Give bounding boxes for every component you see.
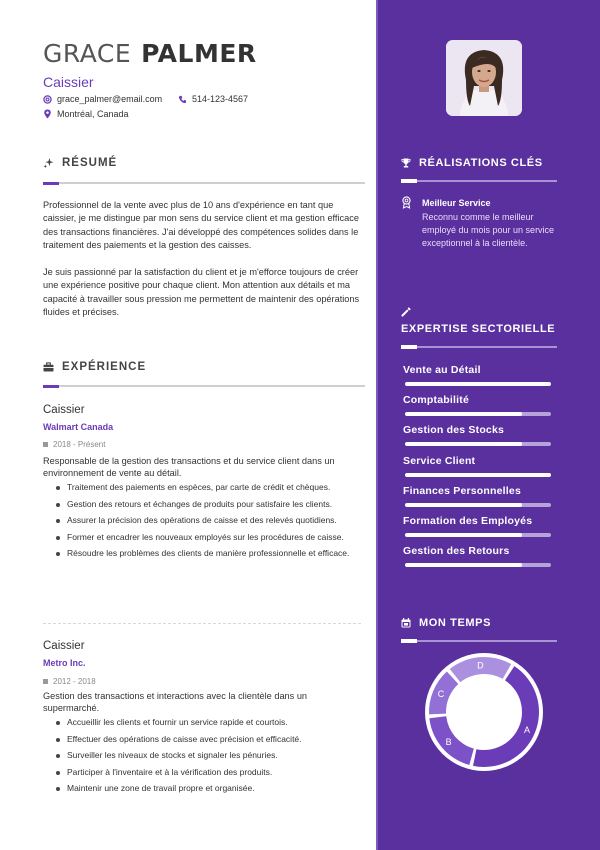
skill-bar-fill — [405, 412, 522, 416]
resume-paragraph-1: Professionnel de la vente avec plus de 10 ans d'expérience en tant que caissier, je me distingue par mon sens du service client et ma gestion efficace des transactions financières. J'ai développé des compétences solides dans le traitement des paiements et la gestion des caisses. — [43, 200, 359, 251]
list-item: Traitement des paiements en espèces, par carte de crédit et chèques. — [55, 482, 367, 493]
list-item: Résoudre les problèmes des clients de manière professionnelle et efficace. — [55, 548, 367, 559]
trophy-icon — [401, 158, 411, 168]
list-item: Maintenir une zone de travail propre et organisée. — [55, 783, 367, 794]
skill-bar-fill — [405, 563, 522, 567]
list-item: Former et encadrer les nouveaux employés sur les procédures de caisse. — [55, 532, 367, 543]
donut-label-a: A — [523, 724, 530, 735]
skill-bar-fill — [405, 533, 522, 537]
skill-name: Service Client — [403, 455, 476, 467]
job-2-dates — [43, 677, 96, 686]
last-name: PALMER — [141, 39, 257, 68]
skills-divider — [401, 346, 557, 348]
calendar-icon — [401, 618, 411, 628]
skill-bar-fill — [405, 382, 551, 386]
skill-bar — [405, 442, 551, 446]
skill-bar — [405, 503, 551, 507]
experience-divider — [43, 385, 365, 387]
job-1-title: Caissier — [43, 404, 85, 416]
skill-bar — [405, 533, 551, 537]
job-1-description: Responsable de la gestion des transactions et du service client dans un environnement de vente au détail. — [43, 456, 335, 478]
skill-name: Vente au Détail — [403, 364, 481, 376]
sidebar-edge — [376, 0, 378, 850]
resume-heading — [43, 157, 117, 169]
resume-title: RÉSUMÉ — [62, 157, 118, 169]
achievements-divider — [401, 180, 557, 182]
skill-name: Comptabilité — [403, 394, 469, 406]
list-item: Assurer la précision des opérations de caisse et des relevés quotidiens. — [55, 515, 367, 526]
time-donut-chart — [424, 652, 544, 772]
profile-photo — [446, 40, 522, 116]
job-2-dates-text: 2012 - 2018 — [53, 677, 96, 686]
achievements-title: RÉALISATIONS CLÉS — [419, 157, 543, 169]
phone-icon — [178, 95, 187, 104]
donut-label-b: B — [445, 737, 452, 748]
skills-heading — [401, 323, 555, 335]
list-item: Surveiller les niveaux de stocks et signaler les pénuries. — [55, 750, 367, 761]
sparkle-icon — [43, 158, 54, 169]
donut-label-c: C — [437, 689, 445, 700]
skills-title: EXPERTISE SECTORIELLE — [401, 323, 556, 335]
job-1-dates — [43, 440, 105, 449]
list-item: Effectuer des opérations de caisse avec précision et efficacité. — [55, 734, 367, 745]
job-2-description: Gestion des transactions et interactions avec la clientèle dans un supermarché. — [43, 691, 308, 713]
portrait-image — [446, 40, 522, 116]
phone-text[interactable]: 514-123-4567 — [192, 94, 249, 104]
email-text[interactable]: grace_palmer@email.com — [57, 94, 163, 104]
skill-bar — [405, 412, 551, 416]
calendar-icon — [43, 679, 48, 684]
wrench-icon — [401, 307, 411, 317]
skill-bar-fill — [405, 473, 551, 477]
skill-name: Formation des Employés — [403, 515, 533, 527]
skill-bar — [405, 473, 551, 477]
job-role: Caissier — [43, 74, 94, 90]
location-contact — [43, 109, 129, 119]
sidebar — [376, 0, 600, 850]
job-separator — [43, 623, 361, 624]
job-1-company: Walmart Canada — [43, 422, 114, 432]
at-icon — [43, 95, 52, 104]
award-icon — [401, 196, 412, 209]
job-1-bullets — [55, 482, 367, 565]
time-title: MON TEMPS — [419, 617, 492, 629]
list-item: Accueillir les clients et fournir un service rapide et courtois. — [55, 717, 367, 728]
job-2-bullets — [55, 717, 367, 800]
skill-bar — [405, 563, 551, 567]
briefcase-icon — [43, 362, 54, 372]
list-item: Gestion des retours et échanges de produits pour satisfaire les clients. — [55, 499, 367, 510]
job-1-dates-text: 2018 - Présent — [53, 440, 106, 449]
time-divider — [401, 640, 557, 642]
experience-heading — [43, 361, 146, 373]
location-text: Montréal, Canada — [57, 109, 129, 119]
donut-hole — [445, 676, 520, 748]
resume-divider — [43, 182, 365, 184]
phone-contact — [178, 94, 248, 104]
skill-bar-fill — [405, 503, 522, 507]
job-2-title: Caissier — [43, 640, 85, 652]
experience-title: EXPÉRIENCE — [62, 361, 147, 373]
location-pin-icon — [43, 109, 52, 119]
skill-name: Gestion des Retours — [403, 545, 510, 557]
donut-label-d: D — [477, 660, 484, 671]
first-name: GRACE — [43, 39, 132, 68]
job-2-company: Metro Inc. — [43, 658, 86, 668]
achievements-heading — [401, 157, 543, 169]
time-heading — [401, 617, 491, 629]
email-contact — [43, 94, 162, 104]
calendar-icon — [43, 442, 48, 447]
skill-name: Finances Personnelles — [403, 485, 521, 497]
skill-bar-fill — [405, 442, 522, 446]
skill-bar — [405, 382, 551, 386]
candidate-name — [43, 40, 257, 68]
achievement-title: Meilleur Service — [422, 198, 491, 208]
list-item: Participer à l'inventaire et à la vérification des produits. — [55, 767, 367, 778]
skill-name: Gestion des Stocks — [403, 424, 505, 436]
resume-paragraph-2: Je suis passionné par la satisfaction du client et je m'efforce toujours de créer une expérience positive pour chaque client. Mon attention aux détails et ma capacité à travailler sous pression me permettent de maintenir des opérations fluides et précises. — [43, 267, 360, 318]
achievement-description: Reconnu comme le meilleur employé du mois pour un service exceptionnel à la clientèle. — [422, 212, 555, 249]
